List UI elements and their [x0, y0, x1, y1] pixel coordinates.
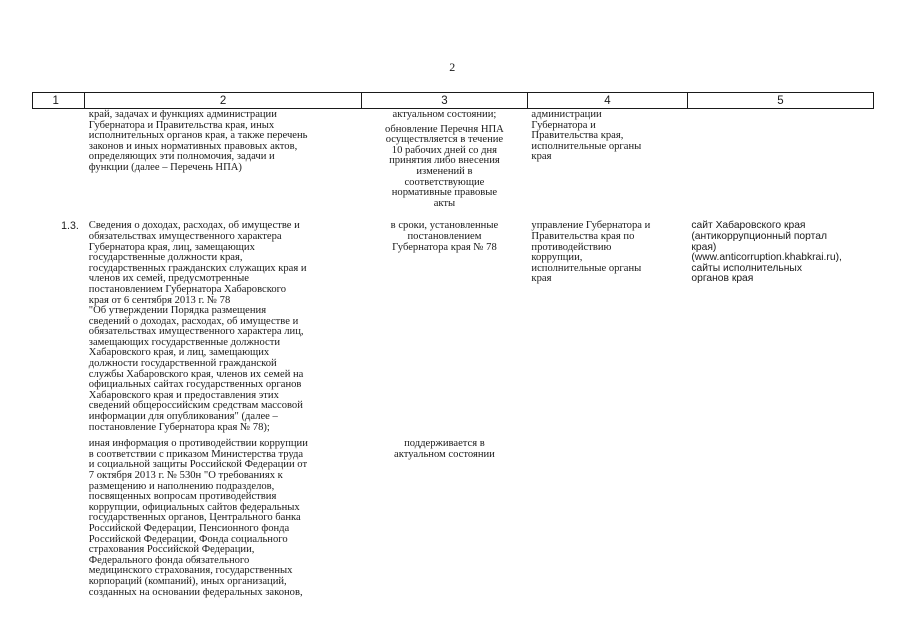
content-cell	[85, 109, 362, 216]
content-cell	[85, 215, 362, 439]
content-text: край, задачах и функциях администрации Губернатора и Правительства края, иных исполнительных органов края, а также перечень законов и иных нормативных правовых актов, определяющих эти полномочия, задачи и функции (далее – Перечень НПА)	[88, 109, 308, 173]
deadline-cell	[361, 109, 527, 216]
responsible-cell	[527, 439, 687, 604]
placement-text: сайт Хабаровского края (антикоррупционный портал края) (www.anticorruption.khabkrai.ru), сайты исполнительных органов края	[691, 220, 842, 285]
header-col-2: 2	[85, 93, 362, 109]
responsible-cell	[527, 215, 687, 439]
deadline-cell	[361, 439, 527, 604]
content-text: иная информация о противодействии коррупции в соответствии с приказом Министерства труда и социальной защиты Российской Федерации от 7 октября 2013 г. № 530н "О требованиях к размещению и наполнению подразделов, посвященных вопросам противодействия коррупции, официальных сайтов федеральных государственных органов, Центрального банка Российской Федерации, Пенсионного фонда Российской Федерации, Фонда социального страхования Российской Федерации, Федерального фонда обязательного медицинского страхования, государственных корпораций (компаний), иных организаций, созданных на основании федеральных законов,	[88, 438, 308, 598]
header-col-4: 4	[527, 93, 687, 109]
header-col-3: 3	[361, 93, 527, 109]
row-number: 1.3.	[61, 220, 79, 233]
content-cell	[85, 439, 362, 604]
deadline-text: поддерживается в актуальном состоянии	[394, 438, 495, 460]
responsible-cell	[527, 109, 687, 216]
placement-cell	[687, 215, 873, 439]
measures-table	[32, 92, 874, 604]
page-number: 2	[449, 60, 456, 74]
table-row	[33, 439, 874, 604]
deadline-text: в сроки, установленные постановлением Губернатора края № 78	[390, 220, 499, 253]
deadline-text: актуальном состоянии;	[392, 109, 497, 120]
table-row	[33, 215, 874, 439]
placement-cell	[687, 109, 873, 216]
table-row	[33, 109, 874, 216]
content-text: Сведения о доходах, расходах, об имуществе и обязательствах имущественного характера Губернатора края, лиц, замещающих государственные должности края, государственных гражданских служащих края и членов их семей, предусмотренные постановлением Губернатора Хабаровского края от 6 сентября 2013 г. № 78 "Об утверждении Порядка размещения сведений о доходах, расходах, об имуществе и обязательствах имущественного характера лиц, замещающих государственные должности Хабаровского края, и лиц, замещающих должности государственной гражданской службы Хабаровского края, членов их семей на официальных сайтах государственных органов Хабаровского края и предоставления этих сведений общероссийским средствам массовой информации для опубликования" (далее – постановление Губернатора края № 78);	[88, 220, 307, 433]
header-col-1: 1	[33, 93, 85, 109]
responsible-text: управление Губернатора и Правительства края по противодействию коррупции, исполнительные органы края	[531, 220, 651, 285]
deadline-cell	[361, 215, 527, 439]
responsible-text: администрации Губернатора и Правительства края, исполнительные органы края	[531, 109, 642, 163]
placement-cell	[687, 439, 873, 604]
row-number	[33, 109, 85, 216]
table-header-row	[33, 93, 874, 109]
row-number	[33, 439, 85, 604]
header-col-5: 5	[687, 93, 873, 109]
deadline-text: обновление Перечня НПА осуществляется в течение 10 рабочих дней со дня принятия либо внесения изменений в соответствующие нормативные правовые акты	[385, 123, 504, 209]
